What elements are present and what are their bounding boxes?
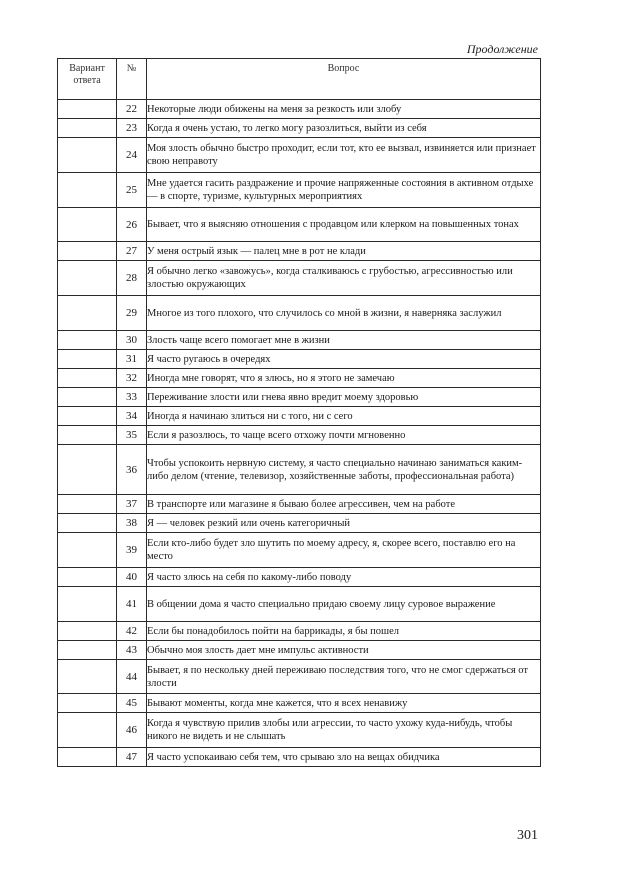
- question-number: 35: [117, 426, 147, 445]
- table-header-row: [58, 59, 541, 100]
- question-number: 29: [117, 296, 147, 331]
- question-text: Чтобы успокоить нервную систему, я часто специально начинаю заниматься каким-либо делом (чтение, телевизор, хозяйственные заботы, профессиональная работа): [147, 445, 541, 495]
- question-text: Я — человек резкий или очень категоричный: [147, 514, 541, 533]
- question-number: 34: [117, 407, 147, 426]
- answer-option-cell[interactable]: [58, 533, 117, 568]
- answer-option-cell[interactable]: [58, 119, 117, 138]
- question-number: 38: [117, 514, 147, 533]
- question-number: 42: [117, 622, 147, 641]
- question-number: 32: [117, 369, 147, 388]
- question-number: 31: [117, 350, 147, 369]
- header-question: Вопрос: [147, 59, 541, 100]
- table-row: [58, 514, 541, 533]
- questionnaire-table: [57, 58, 541, 767]
- table-row: [58, 173, 541, 208]
- answer-option-cell[interactable]: [58, 694, 117, 713]
- question-number: 23: [117, 119, 147, 138]
- table-row: [58, 138, 541, 173]
- table-row: [58, 407, 541, 426]
- table-row: [58, 331, 541, 350]
- question-text: У меня острый язык — палец мне в рот не клади: [147, 242, 541, 261]
- question-text: В общении дома я часто специально придаю своему лицу суровое выражение: [147, 587, 541, 622]
- question-text: Бывает, я по нескольку дней переживаю последствия того, что не смог сдержаться от злости: [147, 660, 541, 694]
- question-number: 27: [117, 242, 147, 261]
- question-number: 26: [117, 208, 147, 242]
- page-number: 301: [517, 828, 538, 843]
- table-row: [58, 568, 541, 587]
- table-row: [58, 426, 541, 445]
- answer-option-cell[interactable]: [58, 407, 117, 426]
- question-text: Бывает, что я выясняю отношения с продавцом или клерком на повышенных тонах: [147, 208, 541, 242]
- table-row: [58, 296, 541, 331]
- question-number: 22: [117, 100, 147, 119]
- table-row: [58, 388, 541, 407]
- table-row: [58, 445, 541, 495]
- question-number: 47: [117, 748, 147, 767]
- question-number: 41: [117, 587, 147, 622]
- answer-option-cell[interactable]: [58, 331, 117, 350]
- question-text: Я часто ругаюсь в очередях: [147, 350, 541, 369]
- question-number: 44: [117, 660, 147, 694]
- answer-option-cell[interactable]: [58, 173, 117, 208]
- question-number: 33: [117, 388, 147, 407]
- table-row: [58, 748, 541, 767]
- question-text: Когда я очень устаю, то легко могу разозлиться, выйти из себя: [147, 119, 541, 138]
- question-number: 28: [117, 261, 147, 296]
- answer-option-cell[interactable]: [58, 445, 117, 495]
- question-text: Когда я чувствую прилив злобы или агрессии, то часто ухожу куда-нибудь, чтобы никого не видеть и не слышать: [147, 713, 541, 748]
- answer-option-cell[interactable]: [58, 100, 117, 119]
- answer-option-cell[interactable]: [58, 388, 117, 407]
- answer-option-cell[interactable]: [58, 242, 117, 261]
- question-text: Иногда мне говорят, что я злюсь, но я этого не замечаю: [147, 369, 541, 388]
- question-text: Моя злость обычно быстро проходит, если тот, кто ее вызвал, извиняется или признает свою неправоту: [147, 138, 541, 173]
- table-row: [58, 350, 541, 369]
- question-number: 46: [117, 713, 147, 748]
- question-text: Я часто успокаиваю себя тем, что срываю зло на вещах обидчика: [147, 748, 541, 767]
- table-row: [58, 208, 541, 242]
- continuation-label: Продолжение: [466, 42, 538, 56]
- table-row: [58, 713, 541, 748]
- answer-option-cell[interactable]: [58, 713, 117, 748]
- table-row: [58, 242, 541, 261]
- question-text: Некоторые люди обижены на меня за резкость или злобу: [147, 100, 541, 119]
- question-number: 39: [117, 533, 147, 568]
- answer-option-cell[interactable]: [58, 587, 117, 622]
- answer-option-cell[interactable]: [58, 568, 117, 587]
- answer-option-cell[interactable]: [58, 641, 117, 660]
- table-row: [58, 641, 541, 660]
- question-text: В транспорте или магазине я бываю более агрессивен, чем на работе: [147, 495, 541, 514]
- table-row: [58, 261, 541, 296]
- question-number: 30: [117, 331, 147, 350]
- answer-option-cell[interactable]: [58, 138, 117, 173]
- table-row: [58, 369, 541, 388]
- question-number: 25: [117, 173, 147, 208]
- question-text: Злость чаще всего помогает мне в жизни: [147, 331, 541, 350]
- answer-option-cell[interactable]: [58, 261, 117, 296]
- question-text: Переживание злости или гнева явно вредит моему здоровью: [147, 388, 541, 407]
- answer-option-cell[interactable]: [58, 426, 117, 445]
- question-text: Бывают моменты, когда мне кажется, что я всех ненавижу: [147, 694, 541, 713]
- question-text: Я обычно легко «завожусь», когда сталкиваюсь с грубостью, агрессивностью или злостью окружающих: [147, 261, 541, 296]
- table-row: [58, 622, 541, 641]
- answer-option-cell[interactable]: [58, 369, 117, 388]
- answer-option-cell[interactable]: [58, 208, 117, 242]
- answer-option-cell[interactable]: [58, 514, 117, 533]
- answer-option-cell[interactable]: [58, 495, 117, 514]
- question-number: 40: [117, 568, 147, 587]
- question-text: Если бы понадобилось пойти на баррикады, я бы пошел: [147, 622, 541, 641]
- question-text: Многое из того плохого, что случилось со мной в жизни, я наверняка заслужил: [147, 296, 541, 331]
- question-number: 37: [117, 495, 147, 514]
- header-number: №: [117, 59, 147, 100]
- question-text: Мне удается гасить раздражение и прочие напряженные состояния в активном отдыхе — в спорте, туризме, культурных мероприятиях: [147, 173, 541, 208]
- answer-option-cell[interactable]: [58, 296, 117, 331]
- answer-option-cell[interactable]: [58, 622, 117, 641]
- question-text: Я часто злюсь на себя по какому-либо поводу: [147, 568, 541, 587]
- question-text: Если кто-либо будет зло шутить по моему адресу, я, скорее всего, поставлю его на место: [147, 533, 541, 568]
- answer-option-cell[interactable]: [58, 748, 117, 767]
- table-row: [58, 495, 541, 514]
- question-number: 36: [117, 445, 147, 495]
- question-text: Иногда я начинаю злиться ни с того, ни с сего: [147, 407, 541, 426]
- question-number: 24: [117, 138, 147, 173]
- answer-option-cell[interactable]: [58, 660, 117, 694]
- answer-option-cell[interactable]: [58, 350, 117, 369]
- question-text: Если я разозлюсь, то чаще всего отхожу почти мгновенно: [147, 426, 541, 445]
- question-text: Обычно моя злость дает мне импульс активности: [147, 641, 541, 660]
- table-row: [58, 660, 541, 694]
- table-row: [58, 533, 541, 568]
- table-row: [58, 587, 541, 622]
- question-number: 45: [117, 694, 147, 713]
- table-row: [58, 100, 541, 119]
- question-number: 43: [117, 641, 147, 660]
- table-row: [58, 694, 541, 713]
- table-row: [58, 119, 541, 138]
- header-answer-option: Вариант ответа: [58, 59, 117, 100]
